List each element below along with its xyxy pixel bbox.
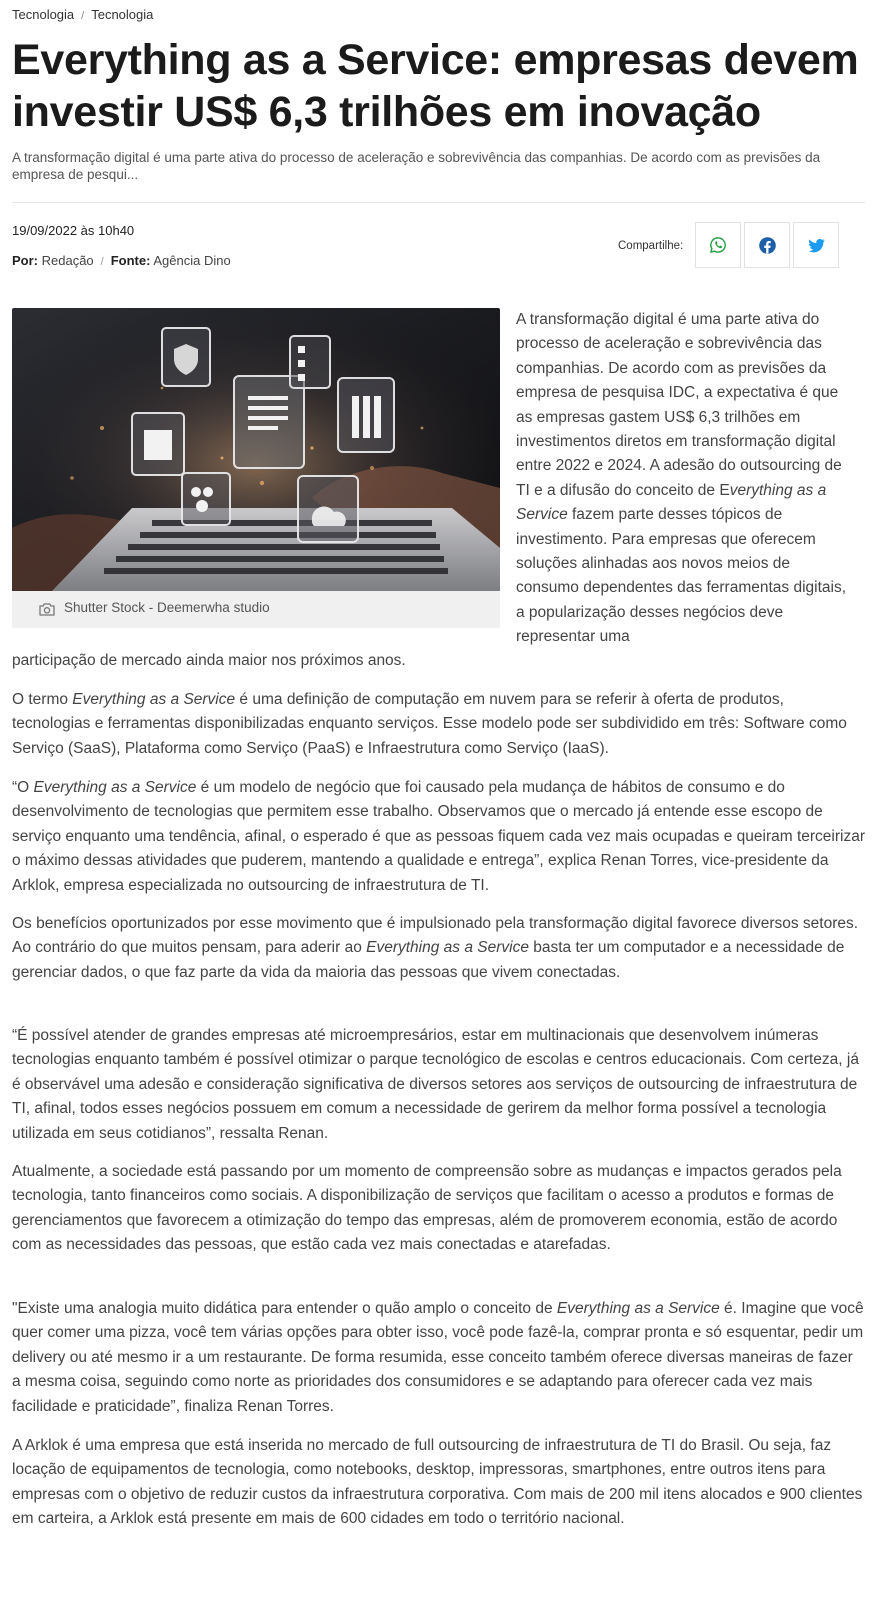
twitter-icon: [807, 236, 826, 255]
paragraph-1-emphasis: verything as a Service: [516, 481, 827, 524]
paragraph-4-text-b: basta ter um computador e a necessidade de gerenciar dados, o que faz parte da vida da maioria das pessoas que vivem conectadas.: [12, 939, 845, 981]
paragraph-5: “É possível atender de grandes empresas até microempresários, estar em multinacionais que desenvolvem inúmeras tecnologias enquanto também é possível otimizar o parque tecnológico de escolas e centros educacionais. Com certeza, já é observável uma adesão e consideração significativa de diversos setores aos serviços de outsourcing de infraestrutura de TI, afinal, todos esses negócios possuem em comum a necessidade de gerirem da melhor forma possível a tecnologia utilizada em seus cotidianos”, ressalta Renan.: [12, 1027, 859, 1142]
author-label: Por:: [12, 253, 38, 268]
paragraph-7-emphasis: Everything as a Service: [556, 1300, 720, 1317]
breadcrumb-link-2[interactable]: Tecnologia: [91, 7, 154, 22]
paragraph-2-text-a: O termo: [12, 691, 73, 708]
paragraph-7: [12, 1297, 865, 1419]
whatsapp-icon: [709, 236, 727, 254]
byline-separator: /: [100, 256, 104, 268]
paragraph-7-text-a: "Existe uma analogia muito didática para entender o quão amplo o conceito de: [12, 1300, 557, 1317]
share-facebook-button[interactable]: [744, 222, 790, 268]
facebook-icon: [758, 236, 777, 255]
figure-caption: Shutter Stock - Deemerwha studio: [64, 600, 270, 615]
paragraph-1-continued: participação de mercado ainda maior nos próximos anos.: [12, 652, 406, 669]
article-summary: A transformação digital é uma parte ativa do processo de aceleração e sobrevivência das companhias. De acordo com as previsões da empresa de pesqui...: [12, 150, 821, 182]
author-name: Redação: [41, 253, 94, 268]
paragraph-4: [12, 912, 865, 985]
paragraph-1: [516, 308, 849, 650]
source-label: Fonte:: [110, 253, 151, 268]
share-label: Compartilhe:: [618, 240, 684, 252]
breadcrumb: [12, 6, 153, 24]
share-whatsapp-button[interactable]: [695, 222, 741, 268]
article-image: [12, 308, 500, 591]
camera-icon: [39, 602, 55, 616]
breadcrumb-separator: /: [81, 10, 85, 22]
paragraph-2: [12, 688, 865, 761]
paragraph-3: [12, 776, 865, 898]
breadcrumb-link-1[interactable]: Tecnologia: [12, 7, 75, 22]
paragraph-2-emphasis: Everything as a Service: [72, 691, 236, 708]
article-title: Everything as a Service: empresas devem investir US$ 6,3 trilhões em inovação: [12, 36, 859, 136]
paragraph-4-emphasis: Everything as a Service: [366, 939, 529, 957]
paragraph-1-text-a: A transformação digital é uma parte ativa do processo de aceleração e sobrevivência das companhias. De acordo com as previsões da empresa de pesquisa IDC, a expectativa é que as empresas gastem US$ 6,3 trilhões em investimentos diretos em transformação digital entre 2022 e 2024. A adesão do outsourcing de TI e a difusão do conceito de E: [516, 311, 842, 499]
paragraph-6: Atualmente, a sociedade está passando por um momento de compreensão sobre as mudanças e impactos gerados pela tecnologia, tanto financeiros como sociais. A disponibilização de serviços que facilitam o acesso a produtos e formas de gerenciamentos que favorecem a otimização do tempo das empresas, além de promoverem economia, estão de acordo com as necessidades das pessoas, que estão cada vez mais conectadas e atarefadas.: [12, 1163, 842, 1254]
paragraph-2-text-b: é uma definição de computação em nuvem para se referir à oferta de produtos, tecnologias e ferramentas disponibilizadas enquanto serviços. Esse modelo pode ser subdividido em três: Software como Serviço (SaaS), Plataforma como Serviço (PaaS) e Infraestrutura como Serviço (IaaS).: [12, 691, 847, 757]
paragraph-7-text-b: é. Imagine que você quer comer uma pizza, você tem várias opções para obter isso, você pode fazê-la, comprar pronta e só esquentar, pedir um delivery ou até mesmo ir a um restaurante. De forma resumida, esse conceito também oferece diversas maneiras de fazer a mesma coisa, seguindo como norte as prioridades dos consumidores e se adaptando para oferecer cada vez mais facilidade e praticidade”, finaliza Renan Torres.: [12, 1300, 864, 1415]
paragraph-3-text-b: é um modelo de negócio que foi causado pela mudança de hábitos de consumo e do desenvolvimento de tecnologias que permitem esse trabalho. Observamos que o mercado já entende esse escopo de serviço enquanto uma tendência, afinal, o esperado é que as pessoas fiquem cada vez mais ocupadas e queiram terceirizar o máximo dessas atividades que puderem, mantendo a qualidade e entrega”, explica Renan Torres, vice-presidente da Arklok, empresa especializada no outsourcing de infraestrutura de TI.: [12, 779, 865, 894]
header-divider: [12, 202, 865, 203]
byline: [12, 252, 231, 270]
source-name: Agência Dino: [153, 253, 231, 268]
paragraph-1-text-b: fazem parte desses tópicos de investimento. Para empresas que oferecem soluções alinhadas aos novos meios de consumo dependentes das ferramentas digitais, a popularização desses negócios deve representar uma: [516, 506, 847, 646]
paragraph-8: A Arklok é uma empresa que está inserida no mercado de full outsourcing de infraestrutura de TI do Brasil. Ou seja, faz locação de equipamentos de tecnologia, como notebooks, desktop, impressoras, smartphones, entre outros itens para empresas com o objetivo de reduzir custos da infraestrutura corporativa. Com mais de 200 mil itens alocados e 900 clientes em carteira, a Arklok está presente em mais de 600 cidades em todo o território nacional.: [12, 1437, 863, 1528]
article-figure: [12, 308, 500, 628]
paragraph-4-text-a: Os benefícios oportunizados por esse movimento que é impulsionado pela transformação digital favorece diversos setores. Ao contrário do que muitos pensam, para aderir ao: [12, 915, 859, 957]
paragraph-3-emphasis: Everything as a Service: [33, 779, 197, 796]
publish-date: 19/09/2022 às 10h40: [12, 223, 135, 238]
paragraph-3-text-a: “O: [12, 779, 34, 796]
share-twitter-button[interactable]: [793, 222, 839, 268]
